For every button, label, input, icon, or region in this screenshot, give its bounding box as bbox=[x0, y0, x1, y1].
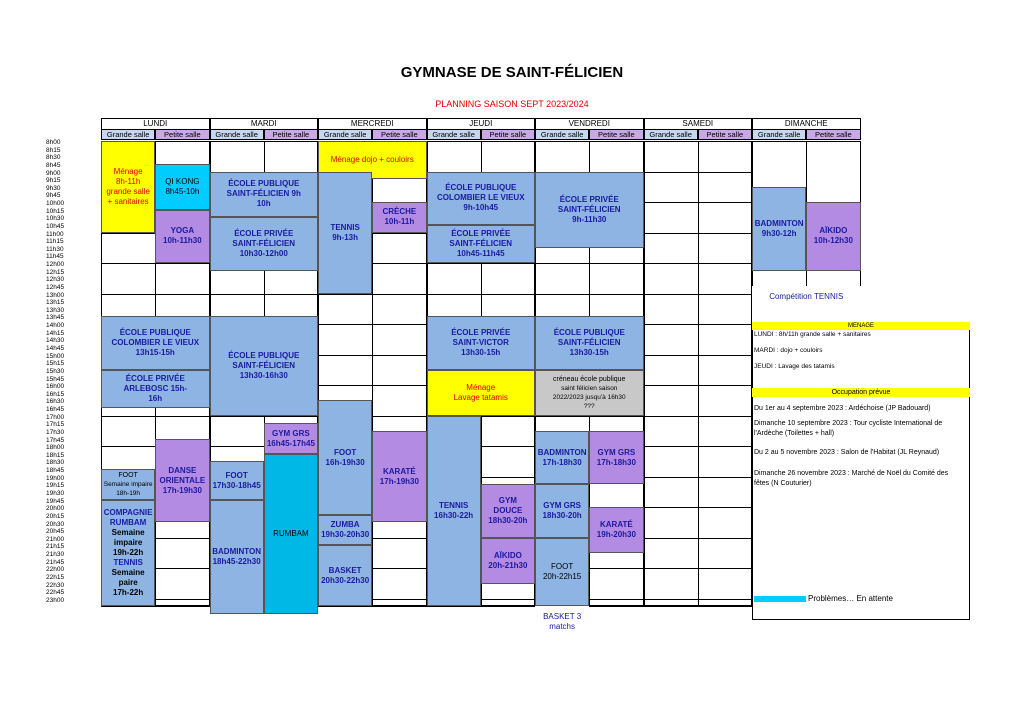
hour-line bbox=[101, 263, 752, 264]
block-text: 10h bbox=[256, 199, 271, 209]
block-text: AÏKIDO bbox=[819, 226, 848, 236]
block-text: 20h-21h30 bbox=[488, 560, 528, 570]
petite-salle-header: Petite salle bbox=[155, 129, 209, 140]
menage-line: MARDI : dojo + couloirs bbox=[754, 347, 823, 354]
block-text: 19h-22h bbox=[113, 548, 144, 558]
block-text: SAINT-FÉLICIEN bbox=[232, 361, 296, 371]
block-text: + sanitaires bbox=[107, 196, 149, 206]
block-text: YOGA bbox=[170, 226, 195, 236]
block-text: COMPAGNIE bbox=[103, 508, 153, 518]
time-label: 10h15 bbox=[46, 207, 65, 215]
block-text: 17h-19h30 bbox=[162, 485, 202, 495]
block-text: BADMINTON bbox=[212, 546, 261, 556]
hour-line bbox=[101, 294, 752, 295]
block-text: SAINT-VICTOR bbox=[452, 338, 509, 348]
time-label: 8h45 bbox=[46, 161, 61, 169]
ecole-publique-colombier-lundi bbox=[101, 316, 210, 369]
time-label: 12h00 bbox=[46, 261, 65, 269]
foot-mardi bbox=[210, 461, 264, 499]
occupation-line: Dimanche 26 novembre 2023 : Marché de Noël du Comité des fêtes (N Couturier) bbox=[754, 470, 949, 487]
block-text: grande salle bbox=[106, 186, 150, 196]
block-text: ÉCOLE PUBLIQUE bbox=[553, 328, 625, 338]
block-text: FOOT bbox=[551, 562, 574, 572]
tennis-mercredi bbox=[318, 172, 372, 294]
aikido-jeudi bbox=[481, 538, 535, 584]
time-label: 12h15 bbox=[46, 268, 65, 276]
block-text: Semaine bbox=[111, 528, 145, 538]
ecole-privee-st-felicien-vendredi bbox=[535, 172, 644, 248]
block-text: COLOMBIER LE VIEUX bbox=[111, 338, 200, 348]
gym-douce bbox=[481, 484, 535, 537]
page-title: GYMNASE DE SAINT-FÉLICIEN bbox=[400, 64, 624, 81]
zumba bbox=[318, 515, 372, 546]
qi-kong bbox=[155, 164, 209, 210]
block-text: ÉCOLE PRIVÉE bbox=[451, 228, 511, 238]
tennis-jeudi bbox=[427, 416, 481, 607]
petite-salle-header: Petite salle bbox=[698, 129, 752, 140]
time-label: 13h15 bbox=[46, 299, 65, 307]
block-text: 18h45-22h30 bbox=[212, 556, 261, 566]
block-text: BASKET bbox=[328, 565, 362, 575]
block-text: 17h-22h bbox=[113, 588, 144, 598]
time-label: 14h15 bbox=[46, 329, 65, 337]
block-text: 2022/2023 jusqu'à 16h30 bbox=[552, 393, 626, 401]
time-label: 21h15 bbox=[46, 543, 65, 551]
time-label: 23h00 bbox=[46, 596, 65, 604]
menage-lundi bbox=[101, 141, 155, 233]
block-text: matchs bbox=[549, 621, 576, 631]
rumbam-mardi bbox=[264, 454, 318, 614]
block-text: Semaine bbox=[111, 568, 145, 578]
block-text: Ménage bbox=[113, 166, 143, 176]
ecole-privee-st-felicien-jeudi bbox=[427, 225, 536, 263]
block-text: RUMBAM bbox=[273, 528, 309, 538]
time-label: 19h00 bbox=[46, 474, 65, 482]
time-label: 14h30 bbox=[46, 337, 65, 345]
petite-salle-header: Petite salle bbox=[372, 129, 426, 140]
time-label: 11h15 bbox=[46, 238, 64, 246]
time-label: 9h15 bbox=[46, 177, 61, 185]
time-label: 8h15 bbox=[46, 146, 61, 154]
block-text: TENNIS bbox=[113, 558, 143, 568]
legend-swatch bbox=[754, 596, 806, 602]
block-text: ??? bbox=[583, 402, 595, 410]
block-text: KARATÉ bbox=[383, 466, 416, 476]
time-label: 15h45 bbox=[46, 375, 65, 383]
block-text: BADMINTON bbox=[754, 218, 804, 228]
occupation-line: Du 1er au 4 septembre 2023 : Ardéchoise (JP Badouard) bbox=[754, 405, 931, 412]
basket-3-matchs bbox=[535, 606, 589, 637]
time-label: 21h30 bbox=[46, 551, 65, 559]
time-label: 21h00 bbox=[46, 535, 65, 543]
time-label: 16h45 bbox=[46, 406, 65, 414]
time-label: 15h00 bbox=[46, 352, 65, 360]
ecole-publique-st-felicien-mardi-pm bbox=[210, 316, 319, 415]
time-label: 9h00 bbox=[46, 169, 61, 177]
time-label: 17h15 bbox=[46, 421, 65, 429]
block-text: Ménage dojo + couloirs bbox=[330, 155, 414, 165]
block-text: SAINT-FÉLICIEN bbox=[449, 238, 513, 248]
petite-salle-header: Petite salle bbox=[481, 129, 535, 140]
time-label: 17h45 bbox=[46, 436, 65, 444]
block-text: Semaine impaire bbox=[103, 480, 153, 488]
menage-line: JEUDI : Lavage des tatamis bbox=[754, 363, 835, 370]
time-label: 21h45 bbox=[46, 558, 65, 566]
block-text: 16h45-17h45 bbox=[266, 438, 315, 448]
time-label: 10h45 bbox=[46, 222, 65, 230]
block-text: 9h-10h45 bbox=[463, 203, 499, 213]
menage-header: MENAGE bbox=[752, 322, 970, 330]
block-text: ÉCOLE PRIVÉE bbox=[559, 194, 619, 204]
foot-mercredi bbox=[318, 400, 372, 514]
time-label: 22h00 bbox=[46, 566, 65, 574]
time-label: 10h00 bbox=[46, 200, 65, 208]
creche bbox=[372, 202, 426, 233]
block-text: saint félicien saison bbox=[561, 384, 618, 392]
block-text: 16h30-22h bbox=[434, 511, 474, 521]
block-text: FOOT bbox=[225, 470, 248, 480]
block-text: 18h-19h bbox=[116, 489, 141, 497]
badminton-dimanche bbox=[752, 187, 806, 271]
badminton-mardi bbox=[210, 500, 264, 614]
grande-salle-header: Grande salle bbox=[752, 129, 806, 140]
grande-salle-header: Grande salle bbox=[210, 129, 264, 140]
block-text: ÉCOLE PUBLIQUE bbox=[228, 351, 300, 361]
block-text: SAINT-FÉLICIEN 9h bbox=[226, 189, 301, 199]
block-text: 16h-19h30 bbox=[325, 457, 365, 467]
time-label: 10h30 bbox=[46, 215, 65, 223]
occupation-header: Occupation prévue bbox=[752, 388, 970, 397]
badminton-vendredi bbox=[535, 431, 589, 484]
block-text: 17h30-18h45 bbox=[212, 480, 261, 490]
time-label: 12h30 bbox=[46, 276, 65, 284]
time-label: 17h30 bbox=[46, 428, 65, 436]
time-label: 20h15 bbox=[46, 512, 65, 520]
ecole-publique-colombier-jeudi bbox=[427, 172, 536, 225]
half-divider bbox=[698, 141, 699, 605]
gym-grs-vendredi-soir bbox=[535, 484, 589, 537]
block-text: 17h-19h30 bbox=[379, 476, 419, 486]
day-header: MARDI bbox=[210, 118, 319, 129]
block-text: 20h-22h15 bbox=[542, 572, 582, 582]
block-text: 10h-11h30 bbox=[163, 236, 202, 246]
time-label: 20h00 bbox=[46, 505, 65, 513]
time-label: 13h00 bbox=[46, 291, 65, 299]
creneau-ecole-publique bbox=[535, 370, 644, 416]
time-label: 20h45 bbox=[46, 528, 65, 536]
block-text: 19h30-20h30 bbox=[321, 530, 370, 540]
occupation-line: Dimanche 10 septembre 2023 : Tour cycliste International de l'Ardèche (Toilettes + hall) bbox=[754, 420, 943, 437]
compagnie-rumbam bbox=[101, 500, 155, 607]
time-label: 8h30 bbox=[46, 154, 61, 162]
block-text: ÉCOLE PRIVÉE bbox=[451, 328, 511, 338]
block-text: 13h30-16h30 bbox=[239, 371, 288, 381]
block-text: 9h30-12h bbox=[761, 228, 797, 238]
block-text: SAINT-FÉLICIEN bbox=[557, 338, 621, 348]
block-text: paire bbox=[118, 578, 138, 588]
basket-mercredi bbox=[318, 545, 372, 606]
time-label: 8h00 bbox=[46, 139, 61, 146]
day-header: MERCREDI bbox=[318, 118, 427, 129]
block-text: FOOT bbox=[334, 447, 357, 457]
block-text: 17h-18h30 bbox=[596, 457, 636, 467]
block-text: QI KONG bbox=[165, 176, 200, 186]
menage-tatamis bbox=[427, 370, 536, 416]
foot-vendredi bbox=[535, 538, 589, 607]
day-header: DIMANCHE bbox=[752, 118, 861, 129]
time-label: 16h30 bbox=[46, 398, 65, 406]
day-header: SAMEDI bbox=[644, 118, 753, 129]
ecole-privee-saint-victor bbox=[427, 316, 536, 369]
time-label: 17h00 bbox=[46, 413, 65, 421]
block-text: 13h15-15h bbox=[135, 348, 175, 358]
grande-salle-header: Grande salle bbox=[318, 129, 372, 140]
aikido-dimanche bbox=[806, 202, 860, 271]
grande-salle-header: Grande salle bbox=[644, 129, 698, 140]
block-text: 18h30-20h bbox=[488, 516, 528, 526]
block-text: RUMBAM bbox=[109, 518, 147, 528]
block-text: TENNIS bbox=[438, 501, 469, 511]
block-text: GYM GRS bbox=[543, 501, 582, 511]
block-text: COLOMBIER LE VIEUX bbox=[436, 193, 525, 203]
foot-lundi bbox=[101, 469, 155, 500]
time-label: 18h45 bbox=[46, 467, 65, 475]
petite-salle-header: Petite salle bbox=[264, 129, 318, 140]
block-text: 8h-11h bbox=[115, 176, 141, 186]
grande-salle-header: Grande salle bbox=[427, 129, 481, 140]
karate-mercredi bbox=[372, 431, 426, 523]
grande-salle-header: Grande salle bbox=[535, 129, 589, 140]
time-label: 9h45 bbox=[46, 192, 61, 200]
time-label: 22h45 bbox=[46, 589, 65, 597]
legend-text: Problèmes… En attente bbox=[808, 594, 893, 603]
block-text: impaire bbox=[113, 538, 143, 548]
time-label: 22h30 bbox=[46, 581, 65, 589]
time-label: 11h45 bbox=[46, 253, 64, 261]
ecole-publique-st-felicien-vendredi bbox=[535, 316, 644, 369]
block-text: ZUMBA bbox=[330, 520, 360, 530]
block-text: créneau école publique bbox=[553, 375, 626, 383]
block-text: 8h45-10h bbox=[165, 186, 200, 196]
day-header: VENDREDI bbox=[535, 118, 644, 129]
time-label: 13h45 bbox=[46, 314, 65, 322]
block-text: ÉCOLE PUBLIQUE bbox=[445, 183, 517, 193]
danse-orientale bbox=[155, 439, 209, 523]
page-subtitle: PLANNING SAISON SEPT 2023/2024 bbox=[435, 99, 589, 109]
time-label: 19h45 bbox=[46, 497, 65, 505]
block-text: GYM GRS bbox=[597, 447, 636, 457]
day-header: JEUDI bbox=[427, 118, 536, 129]
block-text: GYM bbox=[498, 496, 517, 506]
time-label: 16h00 bbox=[46, 383, 65, 391]
time-label: 15h15 bbox=[46, 360, 65, 368]
block-text: 10h-12h30 bbox=[813, 236, 853, 246]
time-label: 15h30 bbox=[46, 367, 65, 375]
block-text: DANSE bbox=[168, 465, 197, 475]
time-label: 13h30 bbox=[46, 306, 65, 314]
ecole-privee-arlebosc bbox=[101, 370, 210, 408]
occupation-line: Du 2 au 5 novembre 2023 : Salon de l'Habitat (JL Reynaud) bbox=[754, 449, 940, 456]
block-text: BASKET 3 bbox=[543, 611, 582, 621]
block-text: 16h bbox=[148, 393, 163, 403]
block-text: Lavage tatamis bbox=[453, 392, 508, 402]
block-text: KARATÉ bbox=[600, 520, 633, 530]
block-text: ORIENTALE bbox=[159, 475, 206, 485]
time-label: 18h00 bbox=[46, 444, 65, 452]
block-text: 10h45-11h45 bbox=[456, 248, 505, 258]
gym-grs-vendredi bbox=[589, 431, 643, 484]
block-text: 13h30-15h bbox=[461, 348, 501, 358]
time-label: 18h15 bbox=[46, 451, 65, 459]
block-text: ÉCOLE PRIVÉE bbox=[125, 373, 185, 383]
block-text: ÉCOLE PUBLIQUE bbox=[228, 179, 300, 189]
block-text: Ménage bbox=[466, 382, 496, 392]
petite-salle-header: Petite salle bbox=[589, 129, 643, 140]
time-label: 14h00 bbox=[46, 322, 65, 330]
yoga bbox=[155, 210, 209, 263]
block-text: DOUCE bbox=[493, 506, 523, 516]
time-label: 11h00 bbox=[46, 230, 64, 238]
block-text: GYM GRS bbox=[271, 428, 310, 438]
block-text: ARLEBOSC 15h- bbox=[123, 383, 188, 393]
grande-salle-header: Grande salle bbox=[101, 129, 155, 140]
block-text: Compétition TENNIS bbox=[769, 292, 844, 302]
time-label: 19h15 bbox=[46, 482, 65, 490]
block-text: CRÈCHE bbox=[382, 207, 417, 217]
block-text: 10h-11h bbox=[384, 217, 415, 227]
hour-line bbox=[101, 141, 752, 142]
day-header: LUNDI bbox=[101, 118, 210, 129]
block-text: 20h30-22h30 bbox=[321, 575, 370, 585]
time-label: 22h15 bbox=[46, 573, 65, 581]
karate-vendredi bbox=[589, 507, 643, 553]
time-label: 12h45 bbox=[46, 283, 65, 291]
block-text: 17h-18h30 bbox=[542, 457, 582, 467]
block-text: 13h30-15h bbox=[569, 348, 609, 358]
block-text: 18h30-20h bbox=[542, 511, 582, 521]
time-label: 9h30 bbox=[46, 184, 61, 192]
ecole-privee-st-felicien-mardi bbox=[210, 217, 319, 270]
block-text: 19h-20h30 bbox=[596, 530, 636, 540]
block-text: 9h-13h bbox=[332, 232, 359, 242]
block-text: SAINT-FÉLICIEN bbox=[557, 204, 621, 214]
hour-line bbox=[752, 141, 861, 142]
ecole-publique-st-felicien-mardi bbox=[210, 172, 319, 218]
block-text: AÏKIDO bbox=[493, 550, 522, 560]
time-label: 16h15 bbox=[46, 390, 65, 398]
block-text: TENNIS bbox=[330, 222, 360, 232]
block-text: BADMINTON bbox=[537, 447, 587, 457]
menage-line: LUNDI : 8h/11h grande salle + sanitaires bbox=[754, 331, 871, 338]
block-text: 10h30-12h00 bbox=[239, 249, 288, 258]
block-text: 9h-11h30 bbox=[572, 214, 607, 224]
block-text: ÉCOLE PRIVÉE bbox=[234, 229, 294, 238]
time-label: 14h45 bbox=[46, 345, 65, 352]
time-label: 20h30 bbox=[46, 520, 65, 528]
competition-tennis bbox=[752, 286, 861, 309]
block-text: ÉCOLE PUBLIQUE bbox=[119, 328, 191, 338]
petite-salle-header: Petite salle bbox=[806, 129, 860, 140]
time-label: 19h30 bbox=[46, 489, 65, 497]
block-text: SAINT-FÉLICIEN bbox=[232, 239, 296, 248]
gym-grs-mardi bbox=[264, 423, 318, 454]
time-label: 18h30 bbox=[46, 459, 65, 467]
block-text: FOOT bbox=[118, 471, 138, 479]
time-label: 11h30 bbox=[46, 245, 64, 253]
